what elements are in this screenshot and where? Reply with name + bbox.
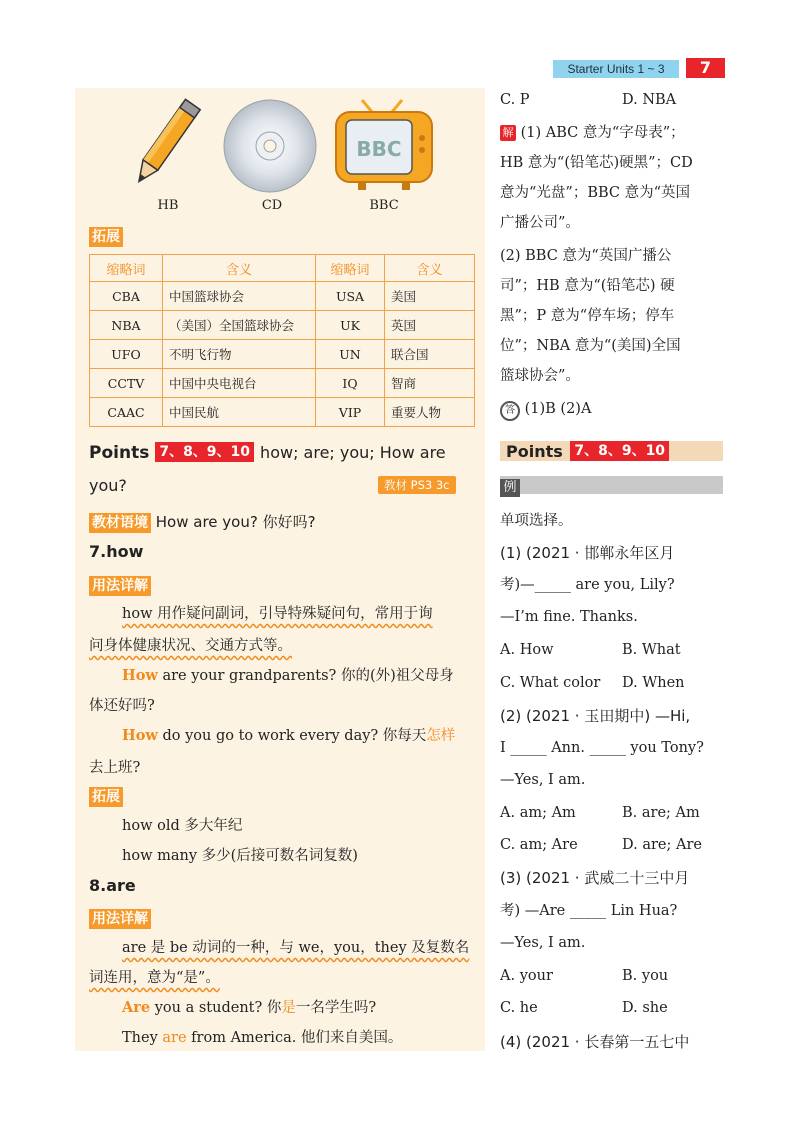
usage-tag: 用法详解 bbox=[89, 576, 151, 596]
q3-option-b: B. you bbox=[622, 968, 669, 984]
points-heading bbox=[89, 442, 446, 463]
table-row bbox=[90, 398, 475, 427]
table-header: 缩略词 bbox=[316, 255, 385, 282]
q3-option-c: C. he bbox=[500, 1000, 538, 1016]
points-words: how; are; you; How are bbox=[260, 443, 446, 462]
q2-reply: —Yes, I am. bbox=[500, 772, 586, 788]
table-cell: VIP bbox=[316, 398, 385, 427]
solution-line-6: 司”；HB 意为“(铅笔芯) 硬 bbox=[500, 278, 675, 294]
are-desc-2: 词连用，意为“是”。 bbox=[89, 970, 220, 986]
hb-label: HB bbox=[157, 198, 179, 213]
table-cell: NBA bbox=[90, 311, 163, 340]
page-number: 7 bbox=[686, 58, 725, 78]
solution-line-5: (2) BBC 意为“英国广播公 bbox=[500, 248, 672, 264]
q1-reply: —I’m fine. Thanks. bbox=[500, 609, 638, 625]
table-cell: 美国 bbox=[385, 282, 475, 311]
q3-option-a: A. your bbox=[500, 968, 553, 984]
q2-option-d: D. are; Are bbox=[622, 837, 702, 853]
abbreviation-table bbox=[89, 254, 475, 427]
answer-line: 答 (1)B (2)A bbox=[500, 393, 591, 425]
how-desc-1: how 用作疑问副词，引导特殊疑问句，常用于询 bbox=[122, 606, 433, 622]
context-tag: 教材语境 bbox=[89, 513, 151, 533]
solution-line-2: HB 意为“(铅笔芯)硬黑”；CD bbox=[500, 155, 693, 171]
extension-tag-2: 拓展 bbox=[89, 787, 123, 807]
points-words-cont: you? bbox=[89, 476, 127, 495]
left-column bbox=[75, 88, 485, 1051]
table-cell: （美国）全国篮球协会 bbox=[163, 311, 316, 340]
q1-option-b: B. What bbox=[622, 642, 681, 658]
textbook-ref-badge: 教材 PS3 3c bbox=[378, 476, 456, 494]
table-cell: 英国 bbox=[385, 311, 475, 340]
points-numbers: 7、8、9、10 bbox=[155, 442, 254, 462]
table-header: 含义 bbox=[163, 255, 316, 282]
q1-option-d: D. When bbox=[622, 675, 685, 691]
table-header: 缩略词 bbox=[90, 255, 163, 282]
context-line bbox=[89, 511, 316, 533]
table-row bbox=[90, 311, 475, 340]
table-row bbox=[90, 282, 475, 311]
table-cell: 不明飞行物 bbox=[163, 340, 316, 369]
solution-line-9: 篮球协会”。 bbox=[500, 368, 580, 384]
are-desc-1: are 是 be 动词的一种，与 we，you，they 及复数名 bbox=[122, 940, 470, 956]
usage-tag-2: 用法详解 bbox=[89, 909, 151, 929]
q3-reply: —Yes, I am. bbox=[500, 935, 586, 951]
are-example-1: Are you a student? 你是一名学生吗? bbox=[122, 999, 377, 1016]
how-ext-1: how old 多大年纪 bbox=[122, 818, 243, 834]
how-example-2b: 去上班? bbox=[89, 760, 141, 776]
how-example-2: How do you go to work every day? 你每天怎样 bbox=[122, 727, 456, 744]
solution-line-3: 意为“光盘”；BBC 意为“英国 bbox=[500, 185, 691, 201]
table-header-row bbox=[90, 255, 475, 282]
how-example-1: How are your grandparents? 你的(外)祖父母身 bbox=[122, 667, 454, 684]
table-cell: CCTV bbox=[90, 369, 163, 398]
solution-line-1: 解 (1) ABC 意为“字母表”； bbox=[500, 117, 685, 149]
cd-label: CD bbox=[261, 198, 283, 213]
table-header: 含义 bbox=[385, 255, 475, 282]
how-example-1b: 体还好吗? bbox=[89, 698, 155, 714]
table-cell: IQ bbox=[316, 369, 385, 398]
context-text: How are you? 你好吗? bbox=[155, 513, 316, 531]
example-bar bbox=[500, 476, 723, 494]
unit-tab: Starter Units 1 ~ 3 bbox=[553, 60, 679, 78]
right-points-heading: Points 7、8、9、10 bbox=[500, 441, 723, 461]
table-cell: 智商 bbox=[385, 369, 475, 398]
table-cell: UN bbox=[316, 340, 385, 369]
points-label: Points bbox=[89, 443, 150, 463]
tv-icon bbox=[332, 98, 436, 194]
q1-option-c: C. What color bbox=[500, 675, 601, 691]
pencil-icon bbox=[125, 96, 205, 194]
q3-head: (3) (2021 · 武威二十三中月 bbox=[500, 869, 690, 887]
how-desc-2: 问身体健康状况、交通方式等。 bbox=[89, 638, 292, 654]
solution-line-8: 位”；NBA 意为“(美国)全国 bbox=[500, 338, 681, 354]
q3-line: 考) —Are _____ Lin Hua? bbox=[500, 903, 678, 919]
q2-option-a: A. am; Am bbox=[500, 805, 576, 821]
q2-head: (2) (2021 · 玉田期中) —Hi, bbox=[500, 707, 691, 725]
are-title: 8.are bbox=[89, 876, 136, 895]
q3-option-d: D. she bbox=[622, 1000, 668, 1016]
q2-line: I _____ Ann. _____ you Tony? bbox=[500, 740, 704, 756]
table-row bbox=[90, 369, 475, 398]
table-cell: USA bbox=[316, 282, 385, 311]
table-cell: UK bbox=[316, 311, 385, 340]
solution-line-7: 黑”；P 意为“停车场；停车 bbox=[500, 308, 675, 324]
table-cell: 重要人物 bbox=[385, 398, 475, 427]
option-c: C. P bbox=[500, 92, 530, 108]
task-instruction: 单项选择。 bbox=[500, 513, 573, 529]
table-row bbox=[90, 340, 475, 369]
q1-line: 考)—_____ are you, Lily? bbox=[500, 577, 675, 593]
how-title: 7.how bbox=[89, 542, 144, 561]
table-cell: 中国中央电视台 bbox=[163, 369, 316, 398]
option-d: D. NBA bbox=[622, 92, 677, 108]
cd-icon bbox=[222, 98, 318, 194]
q2-option-c: C. am; Are bbox=[500, 837, 578, 853]
table-cell: UFO bbox=[90, 340, 163, 369]
are-example-2: They are from America. 他们来自美国。 bbox=[122, 1030, 403, 1046]
q1-option-a: A. How bbox=[500, 642, 554, 658]
answer-icon: 答 bbox=[500, 401, 520, 421]
table-cell: CAAC bbox=[90, 398, 163, 427]
how-ext-2: how many 多少(后接可数名词复数) bbox=[122, 848, 358, 864]
bbc-label: BBC bbox=[369, 198, 399, 213]
q4-head: (4) (2021 · 长春第一五七中 bbox=[500, 1033, 690, 1051]
example-label: 例 bbox=[500, 479, 520, 497]
q2-option-b: B. are; Am bbox=[622, 805, 700, 821]
table-cell: 中国民航 bbox=[163, 398, 316, 427]
svg-text:BBC: BBC bbox=[356, 137, 402, 161]
table-cell: CBA bbox=[90, 282, 163, 311]
table-cell: 中国篮球协会 bbox=[163, 282, 316, 311]
solution-icon: 解 bbox=[500, 125, 516, 141]
q1-head: (1) (2021 · 邯郸永年区月 bbox=[500, 544, 675, 562]
table-cell: 联合国 bbox=[385, 340, 475, 369]
solution-line-4: 广播公司”。 bbox=[500, 215, 580, 231]
extension-tag: 拓展 bbox=[89, 227, 123, 247]
